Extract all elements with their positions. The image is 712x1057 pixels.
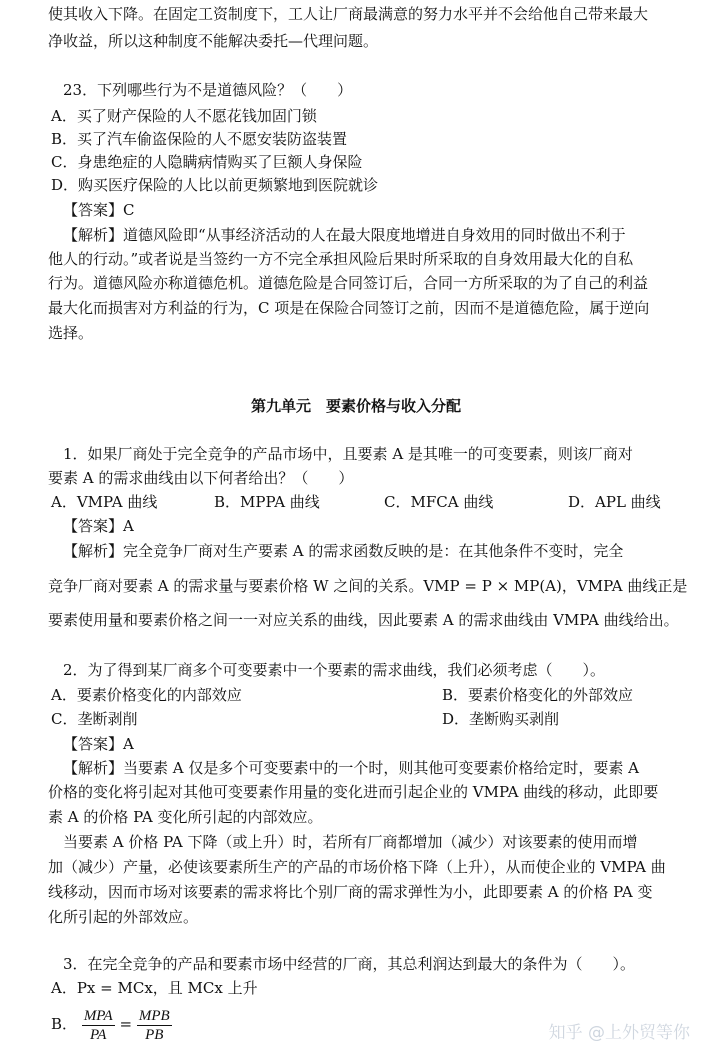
option-b [51,1004,172,1044]
option-c: C．垄断剥削 [51,710,138,728]
explanation-line: 线移动，因而市场对该要素的需求将比个别厂商的需求弹性为小，此即要素 A 的价格 PA 变 [48,883,653,901]
explanation-line: 素 A 的价格 PA 变化所引起的内部效应。 [48,808,323,826]
text-line: 使其收入下降。在固定工资制度下，工人让厂商最满意的努力水平并不会给他自己带来最大 [48,5,649,23]
question-1: 1．如果厂商处于完全竞争的产品市场中，且要素 A 是其唯一的可变要素，则该厂商对 [63,445,633,463]
fraction-numerator: MPB [138,1007,170,1024]
explanation-line: 价格的变化将引起对其他可变要素作用量的变化进而引起企业的 VMPA 曲线的移动，此即要 [48,783,659,801]
explanation-line: 当要素 A 价格 PA 下降（或上升）时，若所有厂商都增加（减少）对该要素的使用而增 [63,833,638,851]
option-a: A．Px = MCx，且 MCx 上升 [51,979,258,997]
option-d: D．购买医疗保险的人比以前更频繁地到医院就诊 [51,176,379,194]
option-a: A．买了财产保险的人不愿花钱加固门锁 [51,107,317,125]
fraction-denominator: PB [145,1026,164,1043]
option-b: B．要素价格变化的外部效应 [442,686,634,704]
question-23: 23．下列哪些行为不是道德风险？（ ） [63,81,353,99]
answer-line: 【答案】A [63,517,134,535]
option-b: B．MPPA 曲线 [214,493,320,511]
explanation-line: 选择。 [48,324,94,342]
option-a: A．VMPA 曲线 [51,493,158,511]
fraction-numerator: MPA [83,1007,113,1024]
option-a: A．要素价格变化的内部效应 [51,686,242,704]
explanation-line: 要素使用量和要素价格之间一一对应关系的曲线，因此要素 A 的需求曲线由 VMPA 曲线给出。 [48,611,679,629]
explanation-line: 【解析】道德风险即“从事经济活动的人在最大限度地增进自身效用的同时做出不利于 [63,226,626,244]
fraction-right [137,1007,172,1044]
explanation-line: 他人的行动。”或者说是当签约一方不完全承担风险后果时所采取的自身效用最大化的自私 [48,250,634,268]
option-c: C．MFCA 曲线 [384,493,494,511]
option-b: B．买了汽车偷盗保险的人不愿安装防盗装置 [51,130,348,148]
explanation-line: 最大化而损害对方利益的行为，C 项是在保险合同签订之前，因而不是道德危险，属于逆向 [48,299,650,317]
text-line: 净收益，所以这种制度不能解决委托—代理问题。 [48,32,379,50]
option-d: D．APL 曲线 [568,493,661,511]
question-1-cont: 要素 A 的需求曲线由以下何者给出？（ ） [48,469,354,487]
explanation-line: 【解析】当要素 A 仅是多个可变要素中的一个时，则其他可变要素价格给定时，要素 A [63,759,639,777]
fraction-denominator: PA [90,1026,107,1043]
explanation-line: 行为。道德风险亦称道德危机。道德危险是合同签订后，合同一方所采取的为了自己的利益 [48,274,649,292]
fraction-left [82,1007,115,1044]
question-2: 2．为了得到某厂商多个可变要素中一个要素的需求曲线，我们必须考虑（ ）。 [63,661,606,679]
explanation-line: 加（减少）产量，必使该要素所生产的产品的市场价格下降（上升），从而使企业的 VMPA 曲 [48,858,666,876]
section-title: 第九单元 要素价格与收入分配 [250,397,461,415]
watermark: 知乎 @上外贸等你 [548,1023,690,1043]
explanation-line: 化所引起的外部效应。 [48,908,199,926]
equals-sign: = [119,1015,133,1033]
explanation-line: 【解析】完全竞争厂商对生产要素 A 的需求函数反映的是：在其他条件不变时，完全 [63,542,624,560]
answer-line: 【答案】A [63,735,134,753]
question-3: 3．在完全竞争的产品和要素市场中经营的厂商，其总利润达到最大的条件为（ ）。 [63,955,636,973]
option-d: D．垄断购买剥削 [442,710,560,728]
answer-line: 【答案】C [63,201,135,219]
explanation-line: 竞争厂商对要素 A 的需求量与要素价格 W 之间的关系。VMP = P × MP(A)，VMPA 曲线正是 [48,577,688,595]
option-c: C．身患绝症的人隐瞒病情购买了巨额人身保险 [51,153,363,171]
option-b-label: B． [51,1015,78,1033]
